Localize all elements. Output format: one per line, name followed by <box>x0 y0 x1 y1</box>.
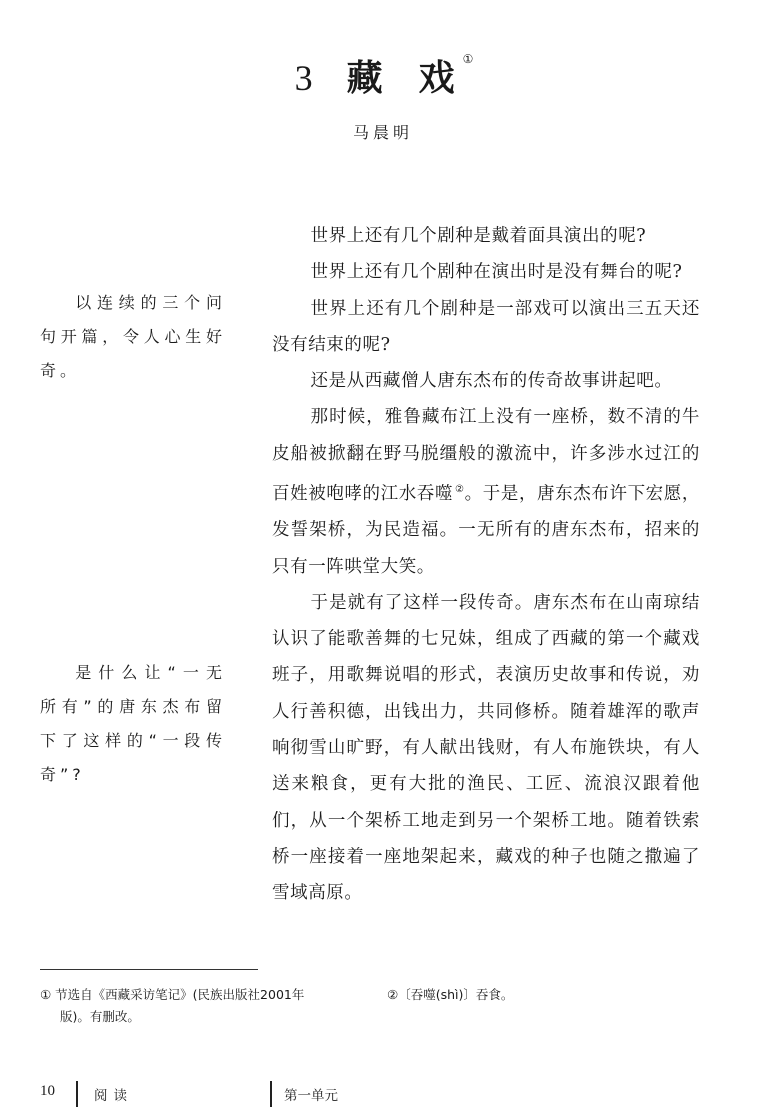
paragraph: 世界上还有几个剧种是戴着面具演出的呢? <box>310 226 647 246</box>
side-note-2 <box>40 656 226 792</box>
unit-label: 第一单元 <box>284 1088 338 1104</box>
footnote-divider <box>40 969 258 970</box>
footnote-2: ②〔吞噬(shì)〕吞食。 <box>387 987 514 1002</box>
lesson-number: 3 <box>294 58 319 98</box>
footnote-1 <box>40 984 370 1028</box>
side-note-text: 以连续的三个问句开篇，令人心生好奇。 <box>40 293 226 380</box>
main-text <box>272 218 700 911</box>
side-note-1 <box>40 286 226 388</box>
paragraph: 世界上还有几个剧种是一部戏可以演出三五天还没有结束的呢? <box>272 298 700 355</box>
title-char-2: 戏 <box>418 57 461 99</box>
title-char-1: 藏 <box>346 57 389 99</box>
paragraph: 于是就有了这样一段传奇。唐东杰布在山南琼结认识了能歌善舞的七兄妹，组成了西藏的第一个藏戏班子，用歌舞说唱的形式，表演历史故事和传说，劝人行善积德，出钱出力，共同修桥。随着雄浑的歌声响彻雪山旷野，有人献出钱财，有人布施铁块，有人送来粮食，更有大批的渔民、工匠、流浪汉跟着他们，从一个架桥工地走到另一个架桥工地。随着铁索桥一座接着一座地架起来，藏戏的种子也随之撒遍了雪域高原。 <box>272 592 700 904</box>
section-label: 阅读 <box>94 1088 133 1104</box>
paragraph <box>272 399 700 584</box>
paragraph-text: 那时候，雅鲁藏布江上没有一座桥，数不清的牛皮船被掀翻在野马脱缰般的激流中，许多涉水过江的百姓被咆哮的江水吞噬 <box>272 407 700 504</box>
side-note-text: 是什么让“一无所有”的唐东杰布留下了这样的“一段传奇”? <box>40 663 226 784</box>
footnote-1-line-1: ① 节选自《西藏采访笔记》(民族出版社2001年 <box>40 987 305 1002</box>
page-footer <box>0 1080 766 1110</box>
footer-divider <box>76 1081 78 1107</box>
paragraph-text: 。于是，唐东杰布许下宏愿，发誓架桥，为民造福。一无所有的唐东杰布，招来的只有一阵哄堂大笑。 <box>272 483 700 577</box>
footer-divider <box>270 1081 272 1107</box>
paragraph: 世界上还有几个剧种在演出时是没有舞台的呢? <box>310 262 683 283</box>
page-number: 10 <box>40 1083 55 1099</box>
footnote-ref-2[interactable]: ② <box>455 484 465 496</box>
author-name: 马晨明 <box>352 123 413 142</box>
footnote-1-line-2: 版)。有删改。 <box>60 1009 140 1024</box>
footnote-ref-1[interactable]: ① <box>462 52 474 66</box>
lesson-title <box>0 50 766 101</box>
paragraph: 还是从西藏僧人唐东杰布的传奇故事讲起吧。 <box>310 371 673 392</box>
